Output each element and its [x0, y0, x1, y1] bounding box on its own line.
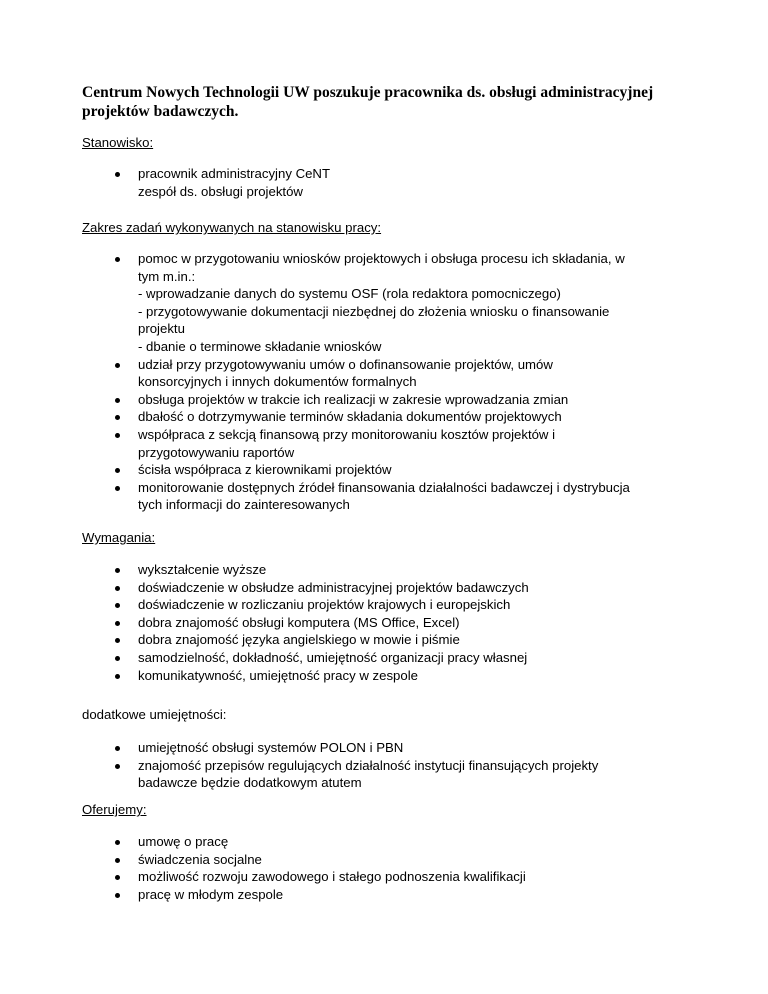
list-item-text: przygotowywaniu raportów — [138, 444, 295, 460]
list-item-text: - dbanie o terminowe składanie wniosków — [138, 338, 382, 354]
bullet-icon — [115, 257, 120, 262]
bullet-icon — [115, 398, 120, 403]
position-list — [0, 165, 678, 200]
offer-heading: Oferujemy: — [82, 802, 147, 817]
bullet-icon — [115, 858, 120, 863]
bullet-icon — [115, 893, 120, 898]
list-item-text: obsługa projektów w trakcie ich realizacji w zakresie wprowadzania zmian — [138, 391, 569, 407]
list-item-text: konsorcyjnych i innych dokumentów formalnych — [138, 374, 417, 390]
list-item — [0, 479, 678, 514]
list-item-text: współpraca z sekcją finansową przy monitorowaniu kosztów projektów i — [138, 426, 556, 442]
list-item — [0, 631, 678, 649]
list-item — [0, 667, 678, 685]
list-item-text: badawcze będzie dodatkowym atutem — [138, 775, 362, 791]
list-item — [0, 461, 678, 479]
list-item — [0, 851, 678, 869]
extra-skills-list — [0, 739, 678, 792]
duties-heading: Zakres zadań wykonywanych na stanowisku pracy: — [82, 220, 382, 235]
list-item-text: ścisła współpraca z kierownikami projektów — [138, 462, 392, 478]
list-item-text: - wprowadzanie danych do systemu OSF (rola redaktora pomocniczego) — [138, 286, 561, 302]
list-item — [0, 356, 678, 391]
bullet-icon — [115, 764, 120, 769]
bullet-icon — [115, 568, 120, 573]
list-item-text: pomoc w przygotowaniu wniosków projektowych i obsługa procesu ich składania, w — [138, 251, 625, 266]
bullet-icon — [115, 433, 120, 438]
list-item — [0, 391, 678, 409]
bullet-icon — [115, 468, 120, 473]
list-item-text: pracę w młodym zespole — [138, 886, 284, 902]
list-item — [0, 250, 678, 356]
list-item — [0, 561, 678, 579]
list-item — [0, 426, 678, 461]
list-item — [0, 579, 678, 597]
bullet-icon — [115, 621, 120, 626]
list-item-text: wykształcenie wyższe — [138, 562, 267, 577]
list-item — [0, 833, 678, 851]
list-item — [0, 408, 678, 426]
list-item — [0, 868, 678, 886]
list-item-text: - przygotowywanie dokumentacji niezbędnej do złożenia wniosku o finansowanie — [138, 303, 610, 319]
list-item — [0, 886, 678, 904]
list-item-text: dbałość o dotrzymywanie terminów składania dokumentów projektowych — [138, 409, 562, 425]
list-item-text: dobra znajomość obsługi komputera (MS Office, Excel) — [138, 614, 460, 630]
bullet-icon — [115, 674, 120, 679]
list-item — [0, 614, 678, 632]
list-item-text: doświadczenie w obsłudze administracyjnej projektów badawczych — [138, 579, 529, 595]
list-item-text: umiejętność obsługi systemów POLON i PBN — [138, 740, 404, 755]
list-item-text: komunikatywność, umiejętność pracy w zespole — [138, 667, 418, 683]
bullet-icon — [115, 363, 120, 368]
list-item-text: pracownik administracyjny CeNT — [138, 166, 331, 181]
list-item-text: tym m.in.: — [138, 268, 196, 284]
requirements-heading: Wymagania: — [82, 530, 156, 545]
list-item-text: udział przy przygotowywaniu umów o dofinansowanie projektów, umów — [138, 356, 553, 372]
duties-list — [0, 250, 678, 514]
list-item — [0, 739, 678, 757]
bullet-icon — [115, 638, 120, 643]
bullet-icon — [115, 486, 120, 491]
list-item-text: zespół ds. obsługi projektów — [138, 183, 303, 199]
requirements-list — [0, 561, 678, 684]
bullet-icon — [115, 586, 120, 591]
bullet-icon — [115, 415, 120, 420]
list-item-text: projektu — [138, 321, 185, 337]
list-item — [0, 165, 678, 200]
list-item-text: umowę o pracę — [138, 834, 229, 849]
job-posting-title: Centrum Nowych Technologii UW poszukuje pracownika ds. obsługi administracyjnej projektów badawczych. — [82, 84, 654, 120]
list-item-text: możliwość rozwoju zawodowego i stałego podnoszenia kwalifikacji — [138, 869, 526, 885]
position-heading: Stanowisko: — [82, 135, 154, 150]
list-item — [0, 757, 678, 792]
list-item-text: doświadczenie w rozliczaniu projektów krajowych i europejskich — [138, 597, 511, 613]
list-item — [0, 596, 678, 614]
list-item-text: świadczenia socjalne — [138, 851, 262, 867]
bullet-icon — [115, 840, 120, 845]
bullet-icon — [115, 746, 120, 751]
bullet-icon — [115, 656, 120, 661]
offer-list — [0, 833, 678, 903]
list-item-text: dobra znajomość języka angielskiego w mowie i piśmie — [138, 632, 460, 648]
bullet-icon — [115, 875, 120, 880]
list-item-text: samodzielność, dokładność, umiejętność organizacji pracy własnej — [138, 649, 528, 665]
list-item — [0, 649, 678, 667]
bullet-icon — [115, 603, 120, 608]
list-item-text: tych informacji do zainteresowanych — [138, 497, 350, 513]
bullet-icon — [115, 172, 120, 177]
list-item-text: znajomość przepisów regulujących działalność instytucji finansujących projekty — [138, 757, 599, 773]
extra-skills-heading: dodatkowe umiejętności: — [82, 707, 227, 722]
list-item-text: monitorowanie dostępnych źródeł finansowania działalności badawczej i dystrybucja — [138, 479, 630, 495]
